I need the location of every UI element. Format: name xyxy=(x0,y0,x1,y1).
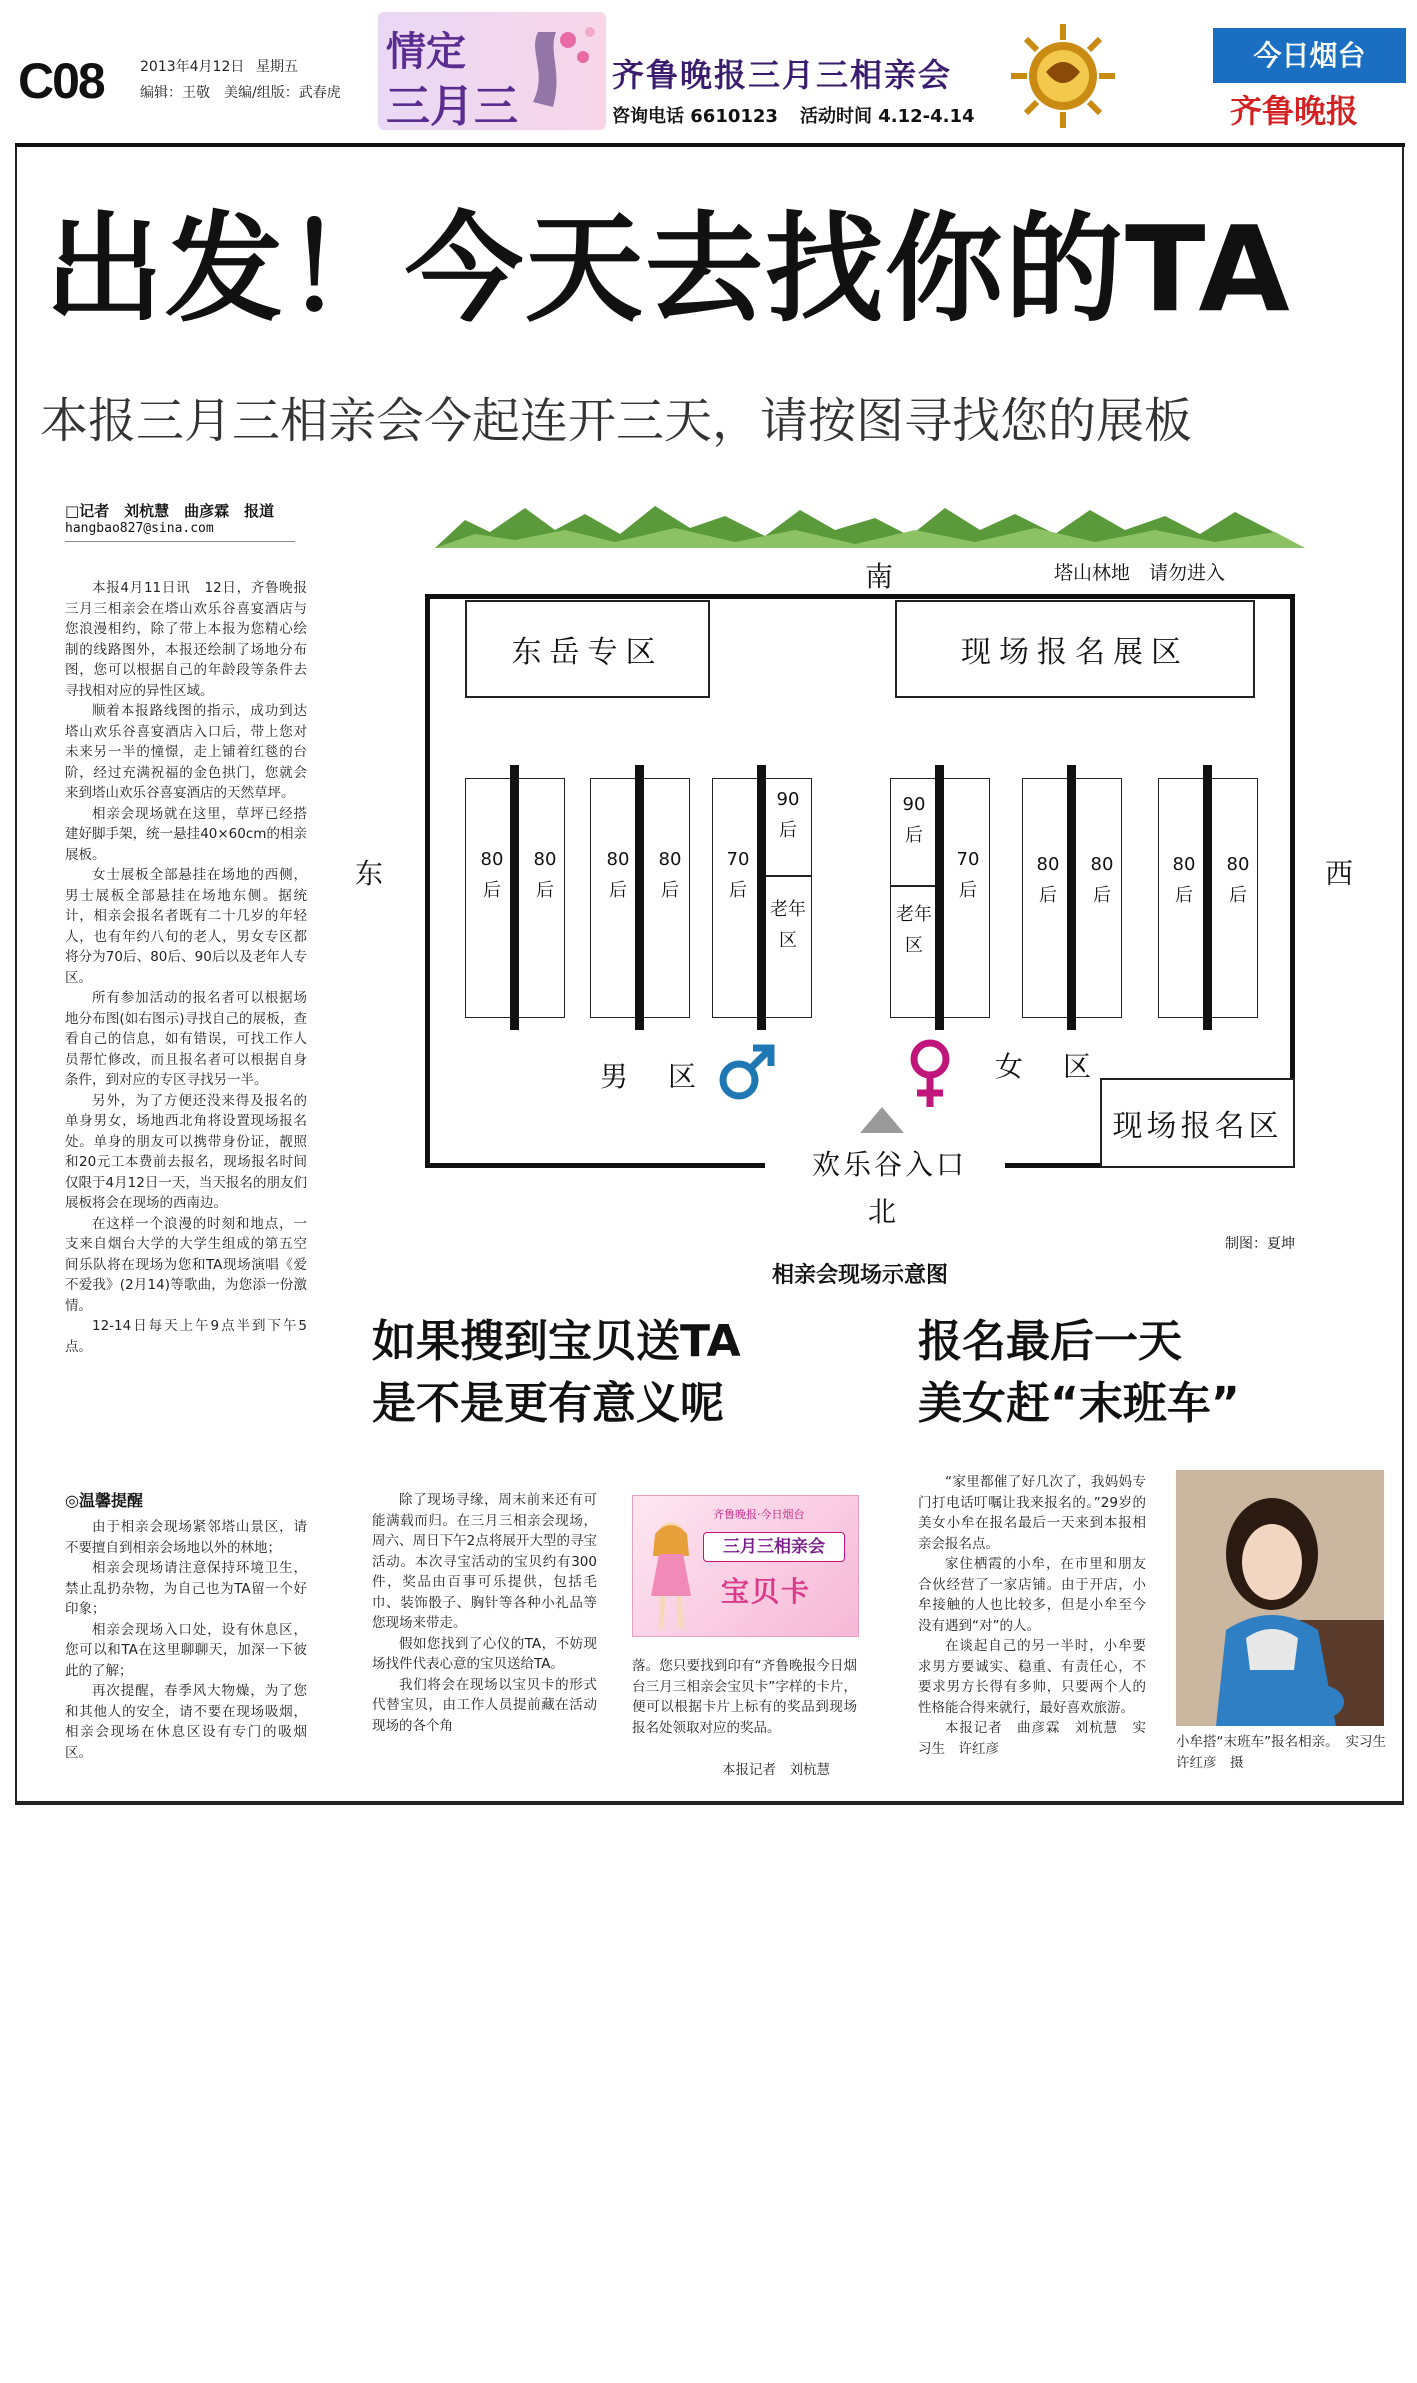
event-logo-line2: 三月三 xyxy=(386,81,518,132)
body-paragraph: 女士展板全部悬挂在场地的西侧，男士展板全部悬挂在场地东侧。据统计，相亲会报名者既有二十几岁的年轻人，也有年约八旬的老人，男女专区都将分为70后、80后、90后以及老年人专区。 xyxy=(65,867,307,986)
section-label: 今日烟台 xyxy=(1213,28,1406,83)
subheadline: 本报三月三相亲会今起连开三天，请按图寻找您的展板 xyxy=(40,393,1193,449)
byline-email: hangbao827@sina.com xyxy=(65,521,214,536)
article2-title-line1: 如果搜到宝贝送TA xyxy=(372,1316,741,1367)
wall-bottom-left xyxy=(425,1163,765,1168)
article3-title-line1: 报名最后一天 xyxy=(918,1316,1182,1367)
body-paragraph: 在这样一个浪漫的时刻和地点，一支来自烟台大学的大学生组成的第五空间乐队将在现场为您和TA现场演唱《爱不爱我》(2月14)等歌曲，为您添一份激情。 xyxy=(65,1215,307,1314)
board-label: 老年区 xyxy=(896,904,932,956)
female-zone-label: 女 区 xyxy=(995,1050,1098,1083)
sun-badge-icon xyxy=(1008,22,1118,130)
board-divider xyxy=(1067,765,1076,1030)
article3-title-line2: 美女赶“末班车” xyxy=(918,1378,1240,1429)
wall-left xyxy=(425,594,430,1168)
direction-west: 西 xyxy=(1325,857,1354,890)
banner-phone: 咨询电话 6610123 xyxy=(612,106,778,127)
board-divider xyxy=(935,765,944,1030)
female-symbol-icon xyxy=(905,1037,955,1109)
body-paragraph: 另外，为了方便还没来得及报名的单身男女，场地西北角将设置现场报名处。单身的朋友可以携带身份证，靓照和20元工本费前去报名，现场报名时间仅限于4月12日一天，当天报名的朋友们展板将会在现场的西南边。 xyxy=(65,1092,307,1211)
tips-body xyxy=(65,1517,307,1763)
article3-body xyxy=(918,1472,1146,1759)
event-logo-line1: 情定 xyxy=(386,29,466,75)
cartoon-girl-icon xyxy=(641,1516,701,1631)
treasure-card-text: 宝贝卡 xyxy=(721,1575,812,1608)
board-label: 80后 xyxy=(533,849,557,901)
dongyue-zone: 东岳专区 xyxy=(465,600,710,698)
editor-credit: 编辑：王敬 xyxy=(140,85,210,101)
board-label: 80后 xyxy=(606,849,630,901)
body-paragraph: 顺着本报路线图的指示，成功到达塔山欢乐谷喜宴酒店入口后，带上您对未来另一半的憧憬，走上铺着红毯的台阶，经过充满祝福的金色拱门，您就会来到塔山欢乐谷喜宴酒店的天然草坪。 xyxy=(65,703,307,801)
registration-board-zone: 现场报名展区 xyxy=(895,600,1255,698)
headline: 出发！今天去找你的TA xyxy=(45,200,1292,338)
board-label: 老年区 xyxy=(770,899,806,951)
article2-paragraph: 假如您找到了心仪的TA，不妨现场找件代表心意的宝贝送给TA。 xyxy=(372,1635,597,1672)
article2-credit: 本报记者 刘杭慧 xyxy=(722,1762,830,1778)
entrance-label: 欢乐谷入口 xyxy=(812,1148,968,1181)
board-divider xyxy=(1203,765,1212,1030)
byline-divider xyxy=(65,541,295,542)
newspaper-name: 齐鲁晚报 xyxy=(1230,92,1359,130)
treasure-card-image xyxy=(632,1495,859,1637)
direction-south: 南 xyxy=(865,560,894,593)
board-label: 80后 xyxy=(1036,854,1060,906)
tips-paragraph: 再次提醒，春季风大物燥，为了您和其他人的安全，请不要在现场吸烟，相亲会现场在休息区设有专门的吸烟区。 xyxy=(65,1683,307,1761)
body-paragraph: 所有参加活动的报名者可以根据场地分布图(如右图示)寻找自己的展板，查看自己的信息，如有错误，可找工作人员帮忙修改，而且报名者可以根据自身条件，到对应的专区寻找另一半。 xyxy=(65,990,307,1088)
forest-warning: 塔山林地 请勿进入 xyxy=(1054,562,1226,584)
page-number: C08 xyxy=(18,53,104,109)
article2-paragraph: 除了现场寻缘，周末前来还有可能满载而归。在三月三相亲会现场，周六、周日下午2点将展开大型的寻宝活动。本次寻宝活动的宝贝约有300件，奖品由百事可乐提供，包括毛巾、装饰骰子、胸针等各种小礼品等您现场来带走。 xyxy=(372,1492,597,1631)
tips-paragraph: 由于相亲会现场紧邻塔山景区，请不要擅自到相亲会场地以外的林地； xyxy=(65,1519,307,1556)
treasure-card-title: 三月三相亲会 xyxy=(703,1532,845,1562)
board-label: 80后 xyxy=(1172,854,1196,906)
entrance-arrow-icon xyxy=(860,1107,904,1133)
body-paragraph: 12-14日每天上午9点半到下午5点。 xyxy=(65,1318,307,1355)
board-label: 70后 xyxy=(956,849,980,901)
article2-paragraph: 我们将会在现场以宝贝卡的形式代替宝贝，由工作人员提前藏在活动现场的各个角 xyxy=(372,1676,597,1734)
article3-paragraph: 在谈起自己的另一半时，小牟要求男方要诚实、稳重、有责任心，不要求男方长得有多帅，只要两个人的性格能合得来就行，最好喜欢旅游。 xyxy=(918,1638,1146,1716)
body-paragraph: 本报4月11日讯 12日，齐鲁晚报三月三相亲会在塔山欢乐谷喜宴酒店与您浪漫相约，除了带上本报为您精心绘制的线路图外，本报还绘制了场地分布图，您可以根据自己的年龄段等条件去寻找相对应的异性区域。 xyxy=(65,580,307,699)
article3-credit: 本报记者 曲彦霖 刘杭慧 实习生 许红彦 xyxy=(918,1720,1146,1757)
body-paragraph: 相亲会现场就在这里，草坪已经搭建好脚手架，统一悬挂40×60cm的相亲展板。 xyxy=(65,805,307,863)
direction-north: 北 xyxy=(868,1195,897,1228)
article3-paragraph: 家住栖霞的小牟，在市里和朋友合伙经营了一家店铺。由于开店，小牟接触的人也比较多，但是小牟至今没有遇到“对”的人。 xyxy=(918,1556,1146,1634)
banner-dates: 活动时间 4.12-4.14 xyxy=(800,106,975,127)
header-rule xyxy=(15,143,1405,147)
board-label: 90后 xyxy=(776,789,800,841)
board-divider xyxy=(757,765,766,1030)
article3-paragraph: “家里都催了好几次了，我妈妈专门打电话叮嘱让我来报名的。”29岁的美女小牟在报名最后一天来到本报相亲会报名点。 xyxy=(918,1474,1146,1552)
direction-east: 东 xyxy=(355,857,384,890)
male-symbol-icon xyxy=(717,1042,775,1104)
article2-col2: 落。您只要找到印有“齐鲁晚报今日烟台三月三相亲会宝贝卡”字样的卡片，便可以根据卡片上标有的奖品到现场报名处领取对应的奖品。 xyxy=(632,1658,857,1736)
wall-top xyxy=(425,594,1295,599)
tips-paragraph: 相亲会现场入口处，设有休息区，您可以和TA在这里聊聊天，加深一下彼此的了解； xyxy=(65,1621,307,1679)
designer-credit: 美编/组版：武春虎 xyxy=(224,85,341,101)
mountain-range-graphic xyxy=(435,500,1305,550)
board-label: 80后 xyxy=(480,849,504,901)
byline: □记者 刘杭慧 曲彦霖 报道 xyxy=(65,502,275,520)
issue-date: 2013年4月12日 xyxy=(140,59,245,75)
woman-portrait-icon xyxy=(1176,1470,1384,1726)
tips-paragraph: 相亲会现场请注意保持环境卫生，禁止乱扔杂物，为自己也为TA留一个好印象； xyxy=(65,1560,307,1617)
tips-title: ◎温馨提醒 xyxy=(65,1491,143,1510)
male-zone-label: 男 区 xyxy=(600,1060,703,1093)
event-logo xyxy=(378,12,606,130)
banner-title: 齐鲁晚报三月三相亲会 xyxy=(612,56,953,94)
board-label: 70后 xyxy=(726,849,750,901)
board-label: 80后 xyxy=(1226,854,1250,906)
board-label: 90后 xyxy=(902,794,926,846)
map-caption: 相亲会现场示意图 xyxy=(772,1263,949,1288)
photo-caption: 小牟搭“末班车”报名相亲。 实习生 许红彦 摄 xyxy=(1176,1734,1400,1771)
treasure-card-header: 齐鲁晚报·今日烟台 xyxy=(713,1508,805,1521)
issue-weekday: 星期五 xyxy=(256,59,298,75)
article2-title-line2: 是不是更有意义呢 xyxy=(372,1378,724,1429)
registration-zone: 现场报名区 xyxy=(1100,1078,1295,1168)
map-credit: 制图：夏坤 xyxy=(1225,1236,1295,1252)
board-split xyxy=(891,885,935,887)
article2-col1 xyxy=(372,1490,597,1736)
interview-photo xyxy=(1176,1470,1384,1726)
venue-map xyxy=(355,500,1305,1295)
main-article-body xyxy=(65,578,307,1357)
board-split xyxy=(766,875,812,877)
board-label: 80后 xyxy=(1090,854,1114,906)
board-label: 80后 xyxy=(658,849,682,901)
